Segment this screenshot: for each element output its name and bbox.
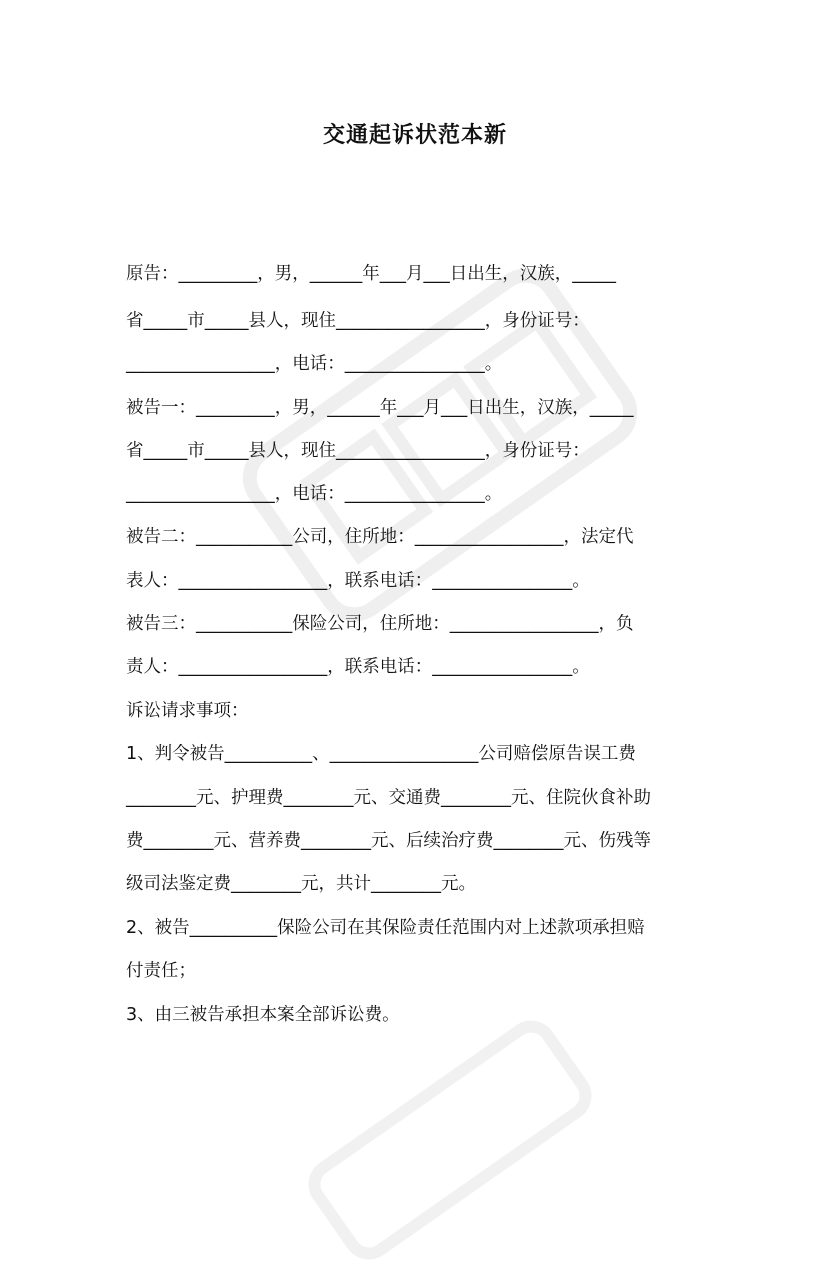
claim2-line-1: 2、被告__________保险公司在其保险责任范围内对上述款项承担赔 <box>126 918 645 938</box>
defendant1-line-1: 被告一：_________，男，______年___月___日出生，汉族，_____ <box>126 398 634 418</box>
defendant2-line-1: 被告二：___________公司，住所地：_________________，法定代 <box>126 527 634 547</box>
defendant1-line-3: _________________，电话：________________。 <box>126 484 503 504</box>
document-title: 交通起诉状范本新 <box>322 123 507 148</box>
defendant3-line-1: 被告三：___________保险公司，住所地：_________________，负 <box>126 614 634 634</box>
defendant1-line-2: 省_____市_____县人，现住_________________，身份证号： <box>126 441 590 461</box>
defendant2-line-2: 表人：_________________，联系电话：________________。 <box>126 571 590 591</box>
claim3-line-1: 3、由三被告承担本案全部诉讼费。 <box>126 1005 400 1025</box>
claim1-line-4: 级司法鉴定费________元，共计________元。 <box>126 874 476 894</box>
defendant3-line-2: 责人：_________________，联系电话：________________。 <box>126 657 590 677</box>
claim1-line-3: 费________元、营养费________元、后续治疗费________元、伤残等 <box>126 831 651 851</box>
claim1-line-2: ________元、护理费________元、交通费________元、住院伙食补助 <box>126 788 651 808</box>
watermark-graphic-bottom <box>293 1005 608 1275</box>
claims-heading: 诉讼请求事项： <box>126 701 249 721</box>
plaintiff-line-3: _________________，电话：________________。 <box>126 354 503 374</box>
plaintiff-line-1: 原告：_________，男，______年___月___日出生，汉族，_____ <box>126 264 616 284</box>
claim2-line-2: 付责任； <box>126 961 196 981</box>
plaintiff-line-2: 省_____市_____县人，现住_________________，身份证号： <box>126 311 590 331</box>
claim1-line-1: 1、判令被告__________、_________________公司赔偿原告误工费 <box>126 744 636 764</box>
